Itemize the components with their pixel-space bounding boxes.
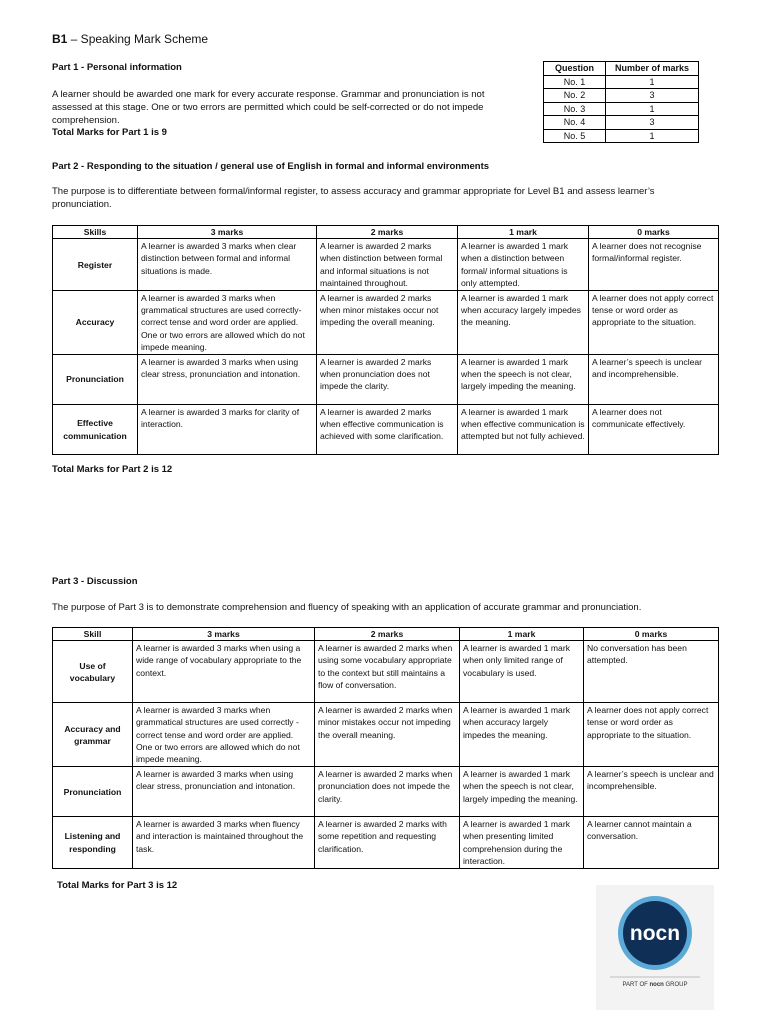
part3-rubric-table [52, 627, 719, 869]
skill-cell: Listening and responding [53, 817, 133, 869]
criteria-cell: A learner is awarded 2 marks when using some vocabulary appropriate to the context but still maintains a flow of conversation. [315, 641, 460, 703]
table-row [544, 102, 699, 116]
part1-heading: Part 1 - Personal information [52, 62, 182, 73]
table-row [544, 89, 699, 103]
table-header-row [544, 62, 699, 76]
marks-cell: 1 [606, 75, 699, 89]
criteria-cell: A learner is awarded 1 mark when accuracy largely impedes the meaning. [460, 703, 584, 767]
nocn-logo [596, 885, 714, 1010]
skill-cell: Register [53, 239, 138, 291]
criteria-cell: A learner cannot maintain a conversation. [584, 817, 719, 869]
criteria-cell: A learner is awarded 1 mark when a distinction between formal/ informal situations is only attempted. [458, 239, 589, 291]
question-cell: No. 5 [544, 129, 606, 143]
question-cell: No. 3 [544, 102, 606, 116]
question-cell: No. 4 [544, 116, 606, 130]
criteria-cell: A learner is awarded 3 marks when clear distinction between formal and informal situations is made. [138, 239, 317, 291]
skill-cell: Effective communication [53, 405, 138, 455]
logo-wordmark: nocn [629, 922, 681, 945]
part3-heading: Part 3 - Discussion [52, 576, 138, 587]
criteria-cell: A learner is awarded 3 marks when using clear stress, pronunciation and intonation. [138, 355, 317, 405]
criteria-cell: A learner’s speech is unclear and incomprehensible. [584, 767, 719, 817]
criteria-cell: A learner is awarded 3 marks when using clear stress, pronunciation and intonation. [133, 767, 315, 817]
criteria-cell: A learner is awarded 1 mark when presenting limited comprehension during the interaction. [460, 817, 584, 869]
part2-rubric-table [52, 225, 719, 455]
column-header: Skills [53, 226, 138, 239]
marks-cell: 3 [606, 116, 699, 130]
page-title: B1 – Speaking Mark Scheme [52, 32, 209, 46]
column-header: 0 marks [589, 226, 719, 239]
marks-cell: 1 [606, 129, 699, 143]
column-header: 2 marks [317, 226, 458, 239]
part1-description: A learner should be awarded one mark for every accurate response. Grammar and pronunciation is not assessed at this stage. One or two errors are permitted which could be self-corrected or do not impede comprehension. [52, 89, 485, 126]
column-header: Number of marks [606, 62, 699, 76]
table-row [53, 817, 719, 869]
nocn-logo-graphic [596, 885, 714, 1010]
skill-cell: Pronunciation [53, 355, 138, 405]
criteria-cell: No conversation has been attempted. [584, 641, 719, 703]
criteria-cell: A learner does not communicate effectively. [589, 405, 719, 455]
column-header: 3 marks [133, 628, 315, 641]
criteria-cell: A learner is awarded 2 marks when distinction between formal and informal situations is not maintained throughout. [317, 239, 458, 291]
column-header: 3 marks [138, 226, 317, 239]
table-row [544, 129, 699, 143]
skill-cell: Use of vocabulary [53, 641, 133, 703]
criteria-cell: A learner is awarded 2 marks when minor mistakes occur not impeding the overall meaning. [315, 703, 460, 767]
table-header-row [53, 226, 719, 239]
criteria-cell: A learner is awarded 2 marks when pronunciation does not impede the clarity. [315, 767, 460, 817]
marks-cell: 1 [606, 102, 699, 116]
column-header: 0 marks [584, 628, 719, 641]
table-header-row [53, 628, 719, 641]
criteria-cell: A learner is awarded 2 marks when effective communication is achieved with some clarification. [317, 405, 458, 455]
criteria-cell: A learner does not apply correct tense or word order as appropriate to the situation. [584, 703, 719, 767]
column-header: Skill [53, 628, 133, 641]
criteria-cell: A learner is awarded 1 mark when effective communication is attempted but not fully achieved. [458, 405, 589, 455]
logo-tagline: PART OF nocn GROUP [622, 982, 688, 988]
table-row [53, 641, 719, 703]
skill-cell: Accuracy and grammar [53, 703, 133, 767]
criteria-cell: A learner is awarded 1 mark when the speech is not clear, largely impeding the meaning. [460, 767, 584, 817]
table-row [544, 116, 699, 130]
column-header: Question [544, 62, 606, 76]
question-cell: No. 1 [544, 75, 606, 89]
column-header: 2 marks [315, 628, 460, 641]
criteria-cell: A learner is awarded 3 marks when grammatical structures are used correctly - correct tense and word order are applied. One or two errors are allowed which do not impede meaning. [133, 703, 315, 767]
skill-cell: Pronunciation [53, 767, 133, 817]
criteria-cell: A learner is awarded 3 marks for clarity of interaction. [138, 405, 317, 455]
table-row [53, 767, 719, 817]
criteria-cell: A learner is awarded 1 mark when the speech is not clear, largely impeding the meaning. [458, 355, 589, 405]
criteria-cell: A learner is awarded 3 marks when grammatical structures are used correctly-correct tense and word order are applied. One or two errors are allowed which do not impede meaning. [138, 291, 317, 355]
table-row [53, 239, 719, 291]
criteria-cell: A learner’s speech is unclear and incomprehensible. [589, 355, 719, 405]
part1-marks-table [543, 61, 699, 143]
criteria-cell: A learner is awarded 2 marks with some repetition and requesting clarification. [315, 817, 460, 869]
marks-cell: 3 [606, 89, 699, 103]
table-row [53, 703, 719, 767]
part3-description: The purpose of Part 3 is to demonstrate comprehension and fluency of speaking with an application of accurate grammar and pronunciation. [52, 602, 642, 613]
criteria-cell: A learner is awarded 2 marks when pronunciation does not impede the clarity. [317, 355, 458, 405]
skill-cell: Accuracy [53, 291, 138, 355]
part3-total: Total Marks for Part 3 is 12 [57, 880, 178, 891]
criteria-cell: A learner is awarded 3 marks when using a wide range of vocabulary appropriate to the context. [133, 641, 315, 703]
column-header: 1 mark [460, 628, 584, 641]
criteria-cell: A learner is awarded 1 mark when accuracy largely impedes the meaning. [458, 291, 589, 355]
criteria-cell: A learner is awarded 2 marks when minor mistakes occur not impeding the overall meaning. [317, 291, 458, 355]
question-cell: No. 2 [544, 89, 606, 103]
criteria-cell: A learner is awarded 3 marks when fluency and interaction is maintained throughout the task. [133, 817, 315, 869]
table-row [53, 355, 719, 405]
part2-heading: Part 2 - Responding to the situation / general use of English in formal and informal environments [52, 161, 490, 172]
criteria-cell: A learner does not recognise formal/informal register. [589, 239, 719, 291]
column-header: 1 mark [458, 226, 589, 239]
part2-total: Total Marks for Part 2 is 12 [52, 464, 173, 475]
criteria-cell: A learner is awarded 1 mark when only limited range of vocabulary is used. [460, 641, 584, 703]
criteria-cell: A learner does not apply correct tense or word order as appropriate to the situation. [589, 291, 719, 355]
table-row [53, 291, 719, 355]
part2-description: The purpose is to differentiate between formal/informal register, to assess accuracy and grammar appropriate for Level B1 and assess learner’s pronunciation. [52, 186, 655, 210]
table-row [544, 75, 699, 89]
part1-total: Total Marks for Part 1 is 9 [52, 127, 167, 138]
table-row [53, 405, 719, 455]
